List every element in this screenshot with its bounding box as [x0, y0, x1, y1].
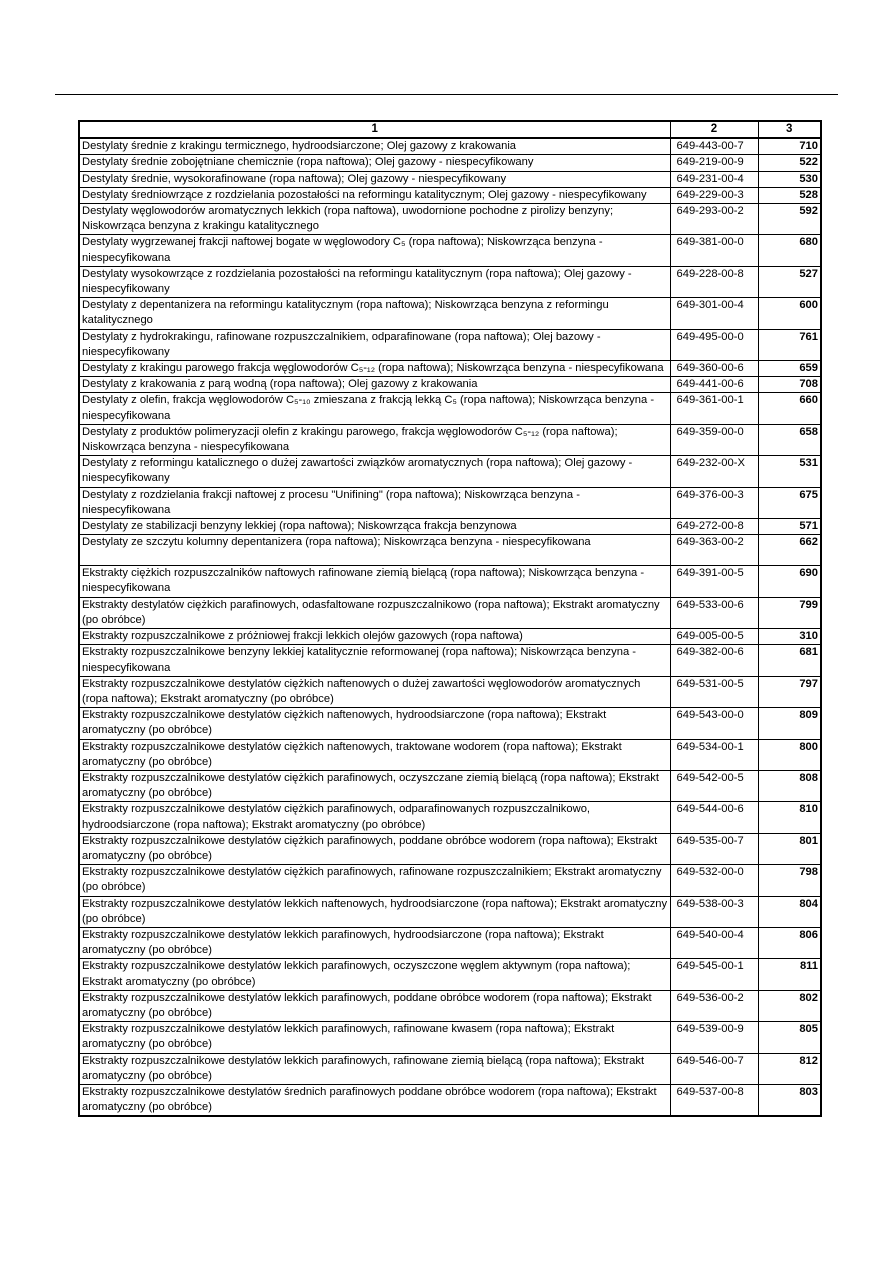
table-row — [79, 1084, 821, 1116]
index-number: 649-533-00-6 — [670, 597, 758, 628]
table-row — [79, 896, 821, 927]
table-row — [79, 424, 821, 455]
index-number: 649-543-00-0 — [670, 708, 758, 739]
substance-name: Destylaty średnie zobojętniane chemicznie (ropa naftowa); Olej gazowy - niespecyfikowany — [79, 155, 670, 171]
entry-number: 801 — [758, 833, 821, 864]
table-row — [79, 833, 821, 864]
column-header-2: 2 — [670, 121, 758, 138]
entry-number: 803 — [758, 1084, 821, 1116]
table-row — [79, 676, 821, 707]
index-number: 649-443-00-7 — [670, 138, 758, 155]
table-row — [79, 739, 821, 770]
entry-number: 710 — [758, 138, 821, 155]
table-row — [79, 266, 821, 297]
substance-name: Ekstrakty rozpuszczalnikowe destylatów ciężkich naftenowych o dużej zawartości węglowodorów aromatycznych (ropa naftowa); Ekstrakt aromatyczny (po obróbce) — [79, 676, 670, 707]
index-number: 649-391-00-5 — [670, 566, 758, 597]
substance-name: Destylaty z rozdzielania frakcji naftowej z procesu "Unifining" (ropa naftowa); Niskowrząca benzyna - niespecyfikowana — [79, 487, 670, 518]
table-row — [79, 708, 821, 739]
entry-number: 761 — [758, 329, 821, 360]
substance-name: Ekstrakty rozpuszczalnikowe destylatów ciężkich parafinowych, poddane obróbce wodorem (ropa naftowa); Ekstrakt aromatyczny (po obróbce) — [79, 833, 670, 864]
entry-number: 806 — [758, 927, 821, 958]
table-row — [79, 329, 821, 360]
entry-number: 600 — [758, 298, 821, 329]
substance-name: Ekstrakty rozpuszczalnikowe destylatów ciężkich naftenowych, traktowane wodorem (ropa naftowa); Ekstrakt aromatyczny (po obróbce) — [79, 739, 670, 770]
entry-number: 659 — [758, 361, 821, 377]
substance-name: Ekstrakty rozpuszczalnikowe destylatów ciężkich parafinowych, rafinowane rozpuszczalnikiem; Ekstrakt aromatyczny (po obróbce) — [79, 865, 670, 896]
entry-number: 708 — [758, 377, 821, 393]
table-row — [79, 927, 821, 958]
index-number: 649-301-00-4 — [670, 298, 758, 329]
entry-number: 799 — [758, 597, 821, 628]
index-number: 649-272-00-8 — [670, 519, 758, 535]
entry-number: 658 — [758, 424, 821, 455]
substance-name: Destylaty z olefin, frakcja węglowodorów C₅-₁₀ zmieszana z frakcją lekką C₅ (ropa naftowa); Niskowrząca benzyna - niespecyfikowana — [79, 393, 670, 424]
table-row — [79, 171, 821, 187]
substance-name: Destylaty średniowrzące z rozdzielania pozostałości na reformingu katalitycznym; Olej gazowy - niespecyfikowany — [79, 187, 670, 203]
substance-name: Destylaty z reformingu katalicznego o dużej zawartości związków aromatycznych (ropa naftowa); Olej gazowy - niespecyfikowany — [79, 456, 670, 487]
index-number: 649-538-00-3 — [670, 896, 758, 927]
entry-number: 310 — [758, 629, 821, 645]
index-number: 649-542-00-5 — [670, 770, 758, 801]
index-number: 649-532-00-0 — [670, 865, 758, 896]
entry-number: 660 — [758, 393, 821, 424]
entry-number: 527 — [758, 266, 821, 297]
substance-name: Ekstrakty rozpuszczalnikowe destylatów średnich parafinowych poddane obróbce wodorem (ropa naftowa); Ekstrakt aromatyczny (po obróbce) — [79, 1084, 670, 1116]
table-row — [79, 1053, 821, 1084]
index-number: 649-539-00-9 — [670, 1022, 758, 1053]
index-number: 649-005-00-5 — [670, 629, 758, 645]
substance-name: Destylaty węglowodorów aromatycznych lekkich (ropa naftowa), uwodornione pochodne z pirolizy benzyny; Niskowrząca benzyna z krakingu katalitycznego — [79, 204, 670, 235]
table-row — [79, 361, 821, 377]
substance-name: Ekstrakty rozpuszczalnikowe destylatów ciężkich parafinowych, odparafinowanych rozpuszczalnikowo, hydroodsiarczone (ropa naftowa); Ekstrakt aromatyczny (po obróbce) — [79, 802, 670, 833]
index-number: 649-228-00-8 — [670, 266, 758, 297]
index-number: 649-293-00-2 — [670, 204, 758, 235]
table-row — [79, 597, 821, 628]
column-header-1: 1 — [79, 121, 670, 138]
substance-name: Ekstrakty rozpuszczalnikowe destylatów lekkich parafinowych, poddane obróbce wodorem (ropa naftowa); Ekstrakt aromatyczny (po obróbce) — [79, 990, 670, 1021]
index-number: 649-544-00-6 — [670, 802, 758, 833]
substance-name: Ekstrakty rozpuszczalnikowe benzyny lekkiej katalitycznie reformowanej (ropa naftowa); Niskowrząca benzyna - niespecyfikowana — [79, 645, 670, 676]
entry-number: 809 — [758, 708, 821, 739]
substance-table — [78, 120, 822, 1117]
table-row — [79, 487, 821, 518]
substance-name: Ekstrakty rozpuszczalnikowe destylatów lekkich parafinowych, rafinowane ziemią bielącą (ropa naftowa); Ekstrakt aromatyczny (po obróbce) — [79, 1053, 670, 1084]
substance-name: Destylaty ze szczytu kolumny depentanizera (ropa naftowa); Niskowrząca benzyna - niespecyfikowana — [79, 535, 670, 566]
index-number: 649-441-00-6 — [670, 377, 758, 393]
substance-name: Destylaty z depentanizera na reformingu katalitycznym (ropa naftowa); Niskowrząca benzyna z reformingu katalitycznego — [79, 298, 670, 329]
substance-name: Ekstrakty rozpuszczalnikowe destylatów ciężkich naftenowych, hydroodsiarczone (ropa naftowa); Ekstrakt aromatyczny (po obróbce) — [79, 708, 670, 739]
index-number: 649-546-00-7 — [670, 1053, 758, 1084]
substance-name: Destylaty z krakowania z parą wodną (ropa naftowa); Olej gazowy z krakowania — [79, 377, 670, 393]
substance-name: Ekstrakty destylatów ciężkich parafinowych, odasfaltowane rozpuszczalnikowo (ropa naftowa); Ekstrakt aromatyczny (po obróbce) — [79, 597, 670, 628]
entry-number: 804 — [758, 896, 821, 927]
substance-name: Destylaty wygrzewanej frakcji naftowej bogate w węglowodory C₅ (ropa naftowa); Niskowrząca benzyna - niespecyfikowana — [79, 235, 670, 266]
table-row — [79, 393, 821, 424]
table-row — [79, 519, 821, 535]
table-row — [79, 959, 821, 990]
entry-number: 810 — [758, 802, 821, 833]
substance-name: Ekstrakty rozpuszczalnikowe destylatów ciężkich parafinowych, oczyszczane ziemią bielącą (ropa naftowa); Ekstrakt aromatyczny (po obróbce) — [79, 770, 670, 801]
entry-number: 690 — [758, 566, 821, 597]
table-row — [79, 1022, 821, 1053]
entry-number: 528 — [758, 187, 821, 203]
table-row — [79, 187, 821, 203]
substance-name: Destylaty z produktów polimeryzacji olefin z krakingu parowego, frakcja węglowodorów C₅-₁₂ (ropa naftowa); Niskowrząca benzyna - niespecyfikowana — [79, 424, 670, 455]
entry-number: 522 — [758, 155, 821, 171]
table-row — [79, 377, 821, 393]
index-number: 649-531-00-5 — [670, 676, 758, 707]
table-header-row — [79, 121, 821, 138]
substance-name: Ekstrakty rozpuszczalnikowe destylatów lekkich parafinowych, rafinowane kwasem (ropa naftowa); Ekstrakt aromatyczny (po obróbce) — [79, 1022, 670, 1053]
substance-name: Destylaty ze stabilizacji benzyny lekkiej (ropa naftowa); Niskowrząca frakcja benzynowa — [79, 519, 670, 535]
entry-number: 805 — [758, 1022, 821, 1053]
index-number: 649-232-00-X — [670, 456, 758, 487]
index-number: 649-361-00-1 — [670, 393, 758, 424]
index-number: 649-376-00-3 — [670, 487, 758, 518]
substance-name: Ekstrakty rozpuszczalnikowe z próżniowej frakcji lekkich olejów gazowych (ropa naftowa) — [79, 629, 670, 645]
entry-number: 800 — [758, 739, 821, 770]
index-number: 649-536-00-2 — [670, 990, 758, 1021]
table-row — [79, 770, 821, 801]
index-number: 649-495-00-0 — [670, 329, 758, 360]
table-row — [79, 566, 821, 597]
substance-name: Destylaty średnie, wysokorafinowane (ropa naftowa); Olej gazowy - niespecyfikowany — [79, 171, 670, 187]
table-row — [79, 456, 821, 487]
table-row — [79, 990, 821, 1021]
index-number: 649-219-00-9 — [670, 155, 758, 171]
column-header-3: 3 — [758, 121, 821, 138]
index-number: 649-360-00-6 — [670, 361, 758, 377]
index-number: 649-382-00-6 — [670, 645, 758, 676]
substance-name: Ekstrakty rozpuszczalnikowe destylatów lekkich parafinowych, oczyszczone węglem aktywnym (ropa naftowa); Ekstrakt aromatyczny (po obróbce) — [79, 959, 670, 990]
index-number: 649-534-00-1 — [670, 739, 758, 770]
table-body — [79, 138, 821, 1116]
entry-number: 808 — [758, 770, 821, 801]
entry-number: 592 — [758, 204, 821, 235]
table-row — [79, 535, 821, 566]
index-number: 649-545-00-1 — [670, 959, 758, 990]
entry-number: 802 — [758, 990, 821, 1021]
substance-name: Ekstrakty ciężkich rozpuszczalników naftowych rafinowane ziemią bielącą (ropa naftowa); Niskowrząca benzyna - niespecyfikowana — [79, 566, 670, 597]
substance-name: Ekstrakty rozpuszczalnikowe destylatów lekkich naftenowych, hydroodsiarczone (ropa naftowa); Ekstrakt aromatyczny (po obróbce) — [79, 896, 670, 927]
entry-number: 680 — [758, 235, 821, 266]
entry-number: 811 — [758, 959, 821, 990]
table-row — [79, 298, 821, 329]
entry-number: 812 — [758, 1053, 821, 1084]
index-number: 649-535-00-7 — [670, 833, 758, 864]
substance-name: Destylaty z hydrokrakingu, rafinowane rozpuszczalnikiem, odparafinowane (ropa naftowa); Olej bazowy - niespecyfikowany — [79, 329, 670, 360]
entry-number: 530 — [758, 171, 821, 187]
substance-name: Destylaty wysokowrzące z rozdzielania pozostałości na reformingu katalitycznym (ropa naftowa); Olej gazowy - niespecyfikowany — [79, 266, 670, 297]
index-number: 649-231-00-4 — [670, 171, 758, 187]
index-number: 649-381-00-0 — [670, 235, 758, 266]
page-header-rule — [55, 94, 838, 95]
table-row — [79, 865, 821, 896]
index-number: 649-537-00-8 — [670, 1084, 758, 1116]
entry-number: 571 — [758, 519, 821, 535]
table-row — [79, 204, 821, 235]
entry-number: 662 — [758, 535, 821, 566]
index-number: 649-363-00-2 — [670, 535, 758, 566]
entry-number: 681 — [758, 645, 821, 676]
table-row — [79, 645, 821, 676]
table-row — [79, 155, 821, 171]
index-number: 649-540-00-4 — [670, 927, 758, 958]
entry-number: 675 — [758, 487, 821, 518]
substance-name: Ekstrakty rozpuszczalnikowe destylatów lekkich parafinowych, hydroodsiarczone (ropa naftowa); Ekstrakt aromatyczny (po obróbce) — [79, 927, 670, 958]
index-number: 649-359-00-0 — [670, 424, 758, 455]
entry-number: 531 — [758, 456, 821, 487]
substance-name: Destylaty średnie z krakingu termicznego, hydroodsiarczone; Olej gazowy z krakowania — [79, 138, 670, 155]
substance-name: Destylaty z krakingu parowego frakcja węglowodorów C₅-₁₂ (ropa naftowa); Niskowrząca benzyna - niespecyfikowana — [79, 361, 670, 377]
table-row — [79, 235, 821, 266]
table-row — [79, 138, 821, 155]
table-row — [79, 629, 821, 645]
table-row — [79, 802, 821, 833]
entry-number: 797 — [758, 676, 821, 707]
entry-number: 798 — [758, 865, 821, 896]
index-number: 649-229-00-3 — [670, 187, 758, 203]
